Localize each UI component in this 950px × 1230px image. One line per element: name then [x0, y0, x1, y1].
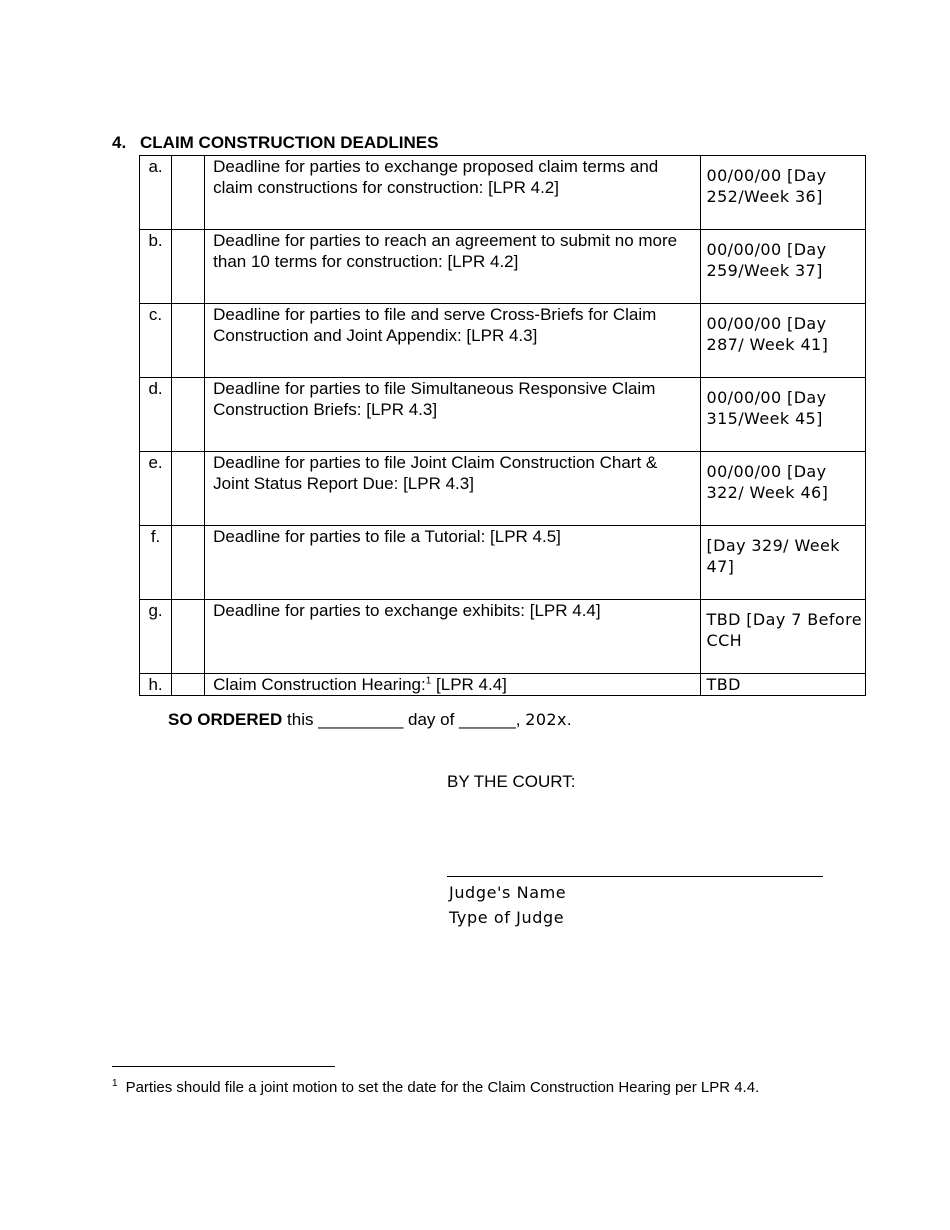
row-date: TBD [Day 7 Before CCH — [700, 600, 865, 674]
table-row — [140, 230, 866, 304]
row-description — [205, 674, 700, 696]
deadlines-table — [139, 155, 866, 696]
so-ordered-text: this _________ day of ______, — [282, 710, 526, 729]
row-date: 00/00/00 [Day 259/Week 37] — [700, 230, 865, 304]
blank-cell — [172, 230, 205, 304]
row-date: [Day 329/ Week 47] — [700, 526, 865, 600]
hearing-rule: [LPR 4.4] — [431, 675, 507, 694]
table-row — [140, 156, 866, 230]
table-row — [140, 674, 866, 696]
row-description: Deadline for parties to file a Tutorial: [LPR 4.5] — [205, 526, 700, 600]
row-letter: a. — [140, 156, 172, 230]
section-heading — [112, 133, 438, 153]
order-year: 202x — [525, 710, 567, 729]
blank-cell — [172, 156, 205, 230]
row-date: TBD — [700, 674, 865, 696]
table-row — [140, 526, 866, 600]
judge-name: Judge's Name — [449, 883, 567, 902]
blank-cell — [172, 600, 205, 674]
row-date: 00/00/00 [Day 315/Week 45] — [700, 378, 865, 452]
blank-cell — [172, 452, 205, 526]
row-date: 00/00/00 [Day 287/ Week 41] — [700, 304, 865, 378]
blank-cell — [172, 526, 205, 600]
blank-cell — [172, 378, 205, 452]
section-number: 4. — [112, 133, 127, 152]
blank-cell — [172, 674, 205, 696]
signature-line — [447, 876, 823, 877]
so-ordered-line — [168, 709, 572, 731]
blank-cell — [172, 304, 205, 378]
row-letter: c. — [140, 304, 172, 378]
table-row — [140, 378, 866, 452]
row-letter: e. — [140, 452, 172, 526]
footnote — [112, 1078, 832, 1098]
so-ordered-label: SO ORDERED — [168, 710, 283, 729]
row-letter: f. — [140, 526, 172, 600]
section-title: CLAIM CONSTRUCTION DEADLINES — [140, 133, 439, 152]
order-end: . — [566, 710, 572, 729]
row-description: Deadline for parties to reach an agreement to submit no more than 10 terms for construction: [LPR 4.2] — [205, 230, 700, 304]
row-description: Deadline for parties to file Joint Claim Construction Chart & Joint Status Report Due: [LPR 4.3] — [205, 452, 700, 526]
row-description: Deadline for parties to exchange exhibits: [LPR 4.4] — [205, 600, 700, 674]
hearing-label: Claim Construction Hearing: — [213, 675, 426, 694]
row-description: Deadline for parties to file Simultaneous Responsive Claim Construction Briefs: [LPR 4.3] — [205, 378, 700, 452]
row-description: Deadline for parties to exchange proposed claim terms and claim constructions for construction: [LPR 4.2] — [205, 156, 700, 230]
row-date: 00/00/00 [Day 322/ Week 46] — [700, 452, 865, 526]
row-description: Deadline for parties to file and serve Cross-Briefs for Claim Construction and Joint Appendix: [LPR 4.3] — [205, 304, 700, 378]
judge-type: Type of Judge — [449, 908, 565, 927]
row-letter: b. — [140, 230, 172, 304]
row-date: 00/00/00 [Day 252/Week 36] — [700, 156, 865, 230]
footnote-text: Parties should file a joint motion to set the date for the Claim Construction Hearing per LPR 4.4. — [125, 1079, 760, 1096]
row-letter: h. — [140, 674, 172, 696]
footnote-reference[interactable]: 1 — [425, 675, 432, 687]
footnote-mark: 1 — [112, 1078, 118, 1089]
by-the-court: BY THE COURT: — [447, 772, 576, 791]
row-letter: d. — [140, 378, 172, 452]
table-row — [140, 304, 866, 378]
footnote-divider — [112, 1066, 335, 1067]
table-row — [140, 600, 866, 674]
row-letter: g. — [140, 600, 172, 674]
table-row — [140, 452, 866, 526]
